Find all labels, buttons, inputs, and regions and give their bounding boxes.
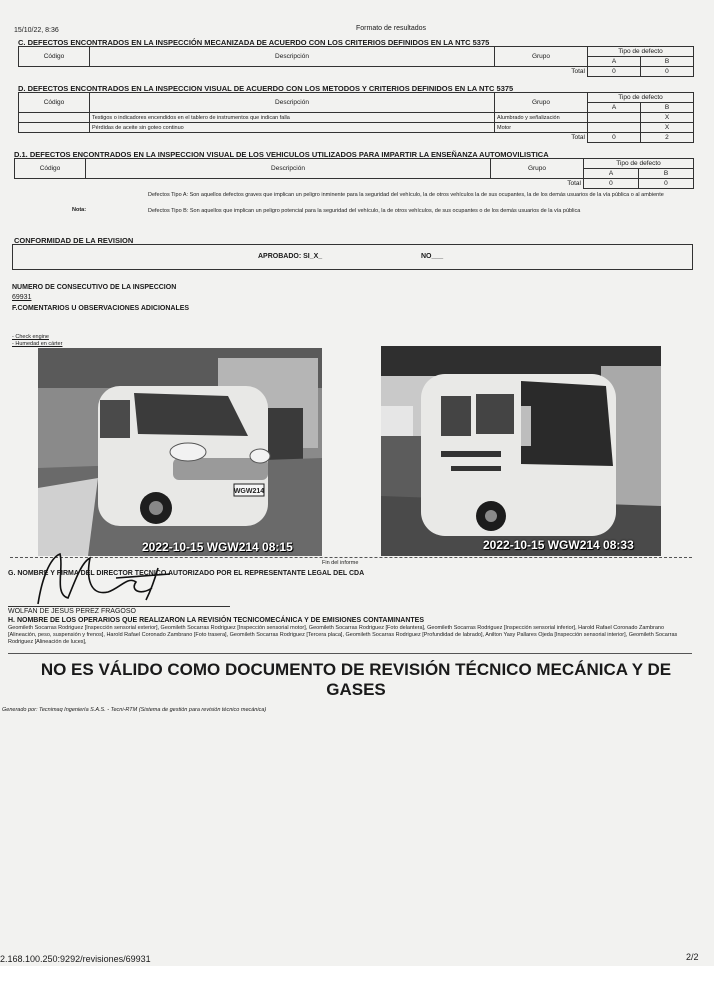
row-group: Alumbrado y señalización xyxy=(495,113,588,123)
col-b: B xyxy=(638,169,693,179)
section-h-title: H. NOMBRE DE LOS OPERARIOS QUE REALIZARON LA REVISIÓN TECNICOMECÁNICA Y DE EMISIONES CONTAMINANTES xyxy=(8,617,425,624)
section-d-title: D. DEFECTOS ENCONTRADOS EN LA INSPECCION VISUAL DE ACUERDO CON LOS METODOS Y CRITERIOS DEFINIDOS EN LA NTC 5375 xyxy=(18,84,514,93)
signature-line xyxy=(8,606,230,607)
row-group: Motor xyxy=(495,123,588,133)
row-description: Pérdidas de aceite sin goteo continuo xyxy=(90,123,495,133)
divider xyxy=(8,653,692,654)
row-description: Testigos o indicadores encendidos en el tablero de instrumentos que indican falla xyxy=(90,113,495,123)
col-a: A xyxy=(588,103,641,113)
inspection-number-label: NUMERO DE CONSECUTIVO DE LA INSPECCION xyxy=(12,284,177,291)
vehicle-photo-front xyxy=(38,348,322,556)
col-defect-type: Tipo de defecto xyxy=(584,159,694,169)
page-number: 2/2 xyxy=(686,952,699,962)
col-group: Grupo xyxy=(495,47,588,67)
note-label: Nota: xyxy=(72,207,87,213)
bottom-margin xyxy=(0,966,714,985)
inspection-number: 69931 xyxy=(12,294,32,301)
section-d-table xyxy=(18,92,694,143)
section-c-title: C. DEFECTOS ENCONTRADOS EN LA INSPECCIÓN MECANIZADA DE ACUERDO CON LOS CRITERIOS DEFINIDOS EN LA NTC 5375 xyxy=(18,38,490,47)
row-b: X xyxy=(640,113,693,123)
col-a: A xyxy=(588,57,641,67)
comments-title: F.COMENTARIOS U OBSERVACIONES ADICIONALES xyxy=(12,305,190,312)
col-b: B xyxy=(640,103,693,113)
row-a xyxy=(588,113,641,123)
van-front-illustration xyxy=(38,348,322,556)
col-defect-type: Tipo de defecto xyxy=(588,93,694,103)
signature xyxy=(20,548,200,612)
total-b: 0 xyxy=(640,67,693,77)
col-description: Descripción xyxy=(90,93,495,113)
section-g-title: G. NOMBRE Y FIRMA DEL DIRECTOR TECNICO AUTORIZADO POR EL REPRESENTANTE LEGAL DEL CDA xyxy=(8,570,365,577)
note-type-a: Defectos Tipo A: Son aquellos defectos graves que implican un peligro inminente para la seguridad del vehículo, la de otros vehículos la de sus ocupantes, la de los demás usuarios de la vía pública o al ambiente xyxy=(148,192,664,198)
col-group: Grupo xyxy=(495,93,588,113)
section-d1-table xyxy=(14,158,694,189)
conformity-title: CONFORMIDAD DE LA REVISION xyxy=(14,236,134,245)
invalid-document-warning: NO ES VÁLIDO COMO DOCUMENTO DE REVISIÓN TÉCNICO MECÁNICA Y DE GASES xyxy=(40,660,672,699)
section-d1-title: D.1. DEFECTOS ENCONTRADOS EN LA INSPECCION VISUAL DE LOS VEHICULOS UTILIZADOS PARA IMPARTIR LA ENSEÑANZA AUTOMOVILISTICA xyxy=(14,150,549,159)
operators-list: Geomileth Socarras Rodriguez [Inspección sensorial exterior], Geomileth Socarras Rodriguez [Inspección sensorial motor], Geomileth Socarras Rodriguez [Foto delantera], Geomileth Socarras Rodriguez [Inspección sensorial inferior], Harold Rafael Coronado Zambrano [Alineación, peso, suspensión y frenos], Harold Rafael Coronado Zambrano [Foto trasera], Geomileth Socarras Rodriguez [Tercera placa], Geomileth Socarras Rodriguez [Profundidad de labrado], Anilton Yasy Pallares Ojeda [Inspección sensorial interior], Geomileth Socarras Rodriguez [Alineación de luces], xyxy=(8,625,678,645)
document-title: Formato de resultados xyxy=(356,25,427,32)
total-label: Total xyxy=(19,133,588,143)
total-b: 2 xyxy=(640,133,693,143)
table-row xyxy=(19,113,694,123)
col-a: A xyxy=(584,169,639,179)
col-code: Código xyxy=(19,93,90,113)
col-defect-type: Tipo de defecto xyxy=(588,47,694,57)
row-a xyxy=(588,123,641,133)
total-a: 0 xyxy=(588,67,641,77)
col-group: Grupo xyxy=(491,159,584,179)
comment-item: - Humedad en cárter xyxy=(12,341,63,347)
total-label: Total xyxy=(19,67,588,77)
approved-no: NO___ xyxy=(421,253,444,260)
col-description: Descripción xyxy=(86,159,491,179)
col-b: B xyxy=(640,57,693,67)
van-rear-illustration xyxy=(381,346,661,556)
table-row xyxy=(19,123,694,133)
row-b: X xyxy=(640,123,693,133)
col-code: Código xyxy=(15,159,86,179)
plate-text: WGW214 xyxy=(233,488,265,495)
vehicle-photo-rear xyxy=(381,346,661,556)
footer-url: 2.168.100.250:9292/revisiones/69931 xyxy=(0,954,151,964)
total-b: 0 xyxy=(638,179,693,189)
row-code xyxy=(19,113,90,123)
col-description: Descripción xyxy=(90,47,495,67)
conformity-box xyxy=(12,244,693,270)
generated-by: Generado por: Tecnimaq Ingeniería S.A.S. - Tecni-RTM (Sistema de gestión para revisión técnico mecánica) xyxy=(2,707,267,713)
print-datetime: 15/10/22, 8:36 xyxy=(14,27,59,34)
photo-timestamp: 2022-10-15 WGW214 08:33 xyxy=(483,538,634,552)
total-label: Total xyxy=(15,179,584,189)
col-code: Código xyxy=(19,47,90,67)
photo-timestamp: 2022-10-15 WGW214 08:15 xyxy=(142,540,293,554)
row-code xyxy=(19,123,90,133)
note-type-b: Defectos Tipo B: Son aquellos que implican un peligro potencial para la seguridad del vehículo, la de otros vehículos, de sus ocupantes o de los demás usuarios de la vía pública xyxy=(148,208,581,214)
comment-item: - Check engine xyxy=(12,334,49,340)
total-a: 0 xyxy=(584,179,639,189)
section-c-table xyxy=(18,46,694,77)
director-name: WOLFAN DE JESUS PEREZ FRAGOSO xyxy=(8,608,136,615)
total-a: 0 xyxy=(588,133,641,143)
approved-yes: APROBADO: SI_X_ xyxy=(258,253,323,260)
end-of-report: Fin del informe xyxy=(322,560,359,566)
